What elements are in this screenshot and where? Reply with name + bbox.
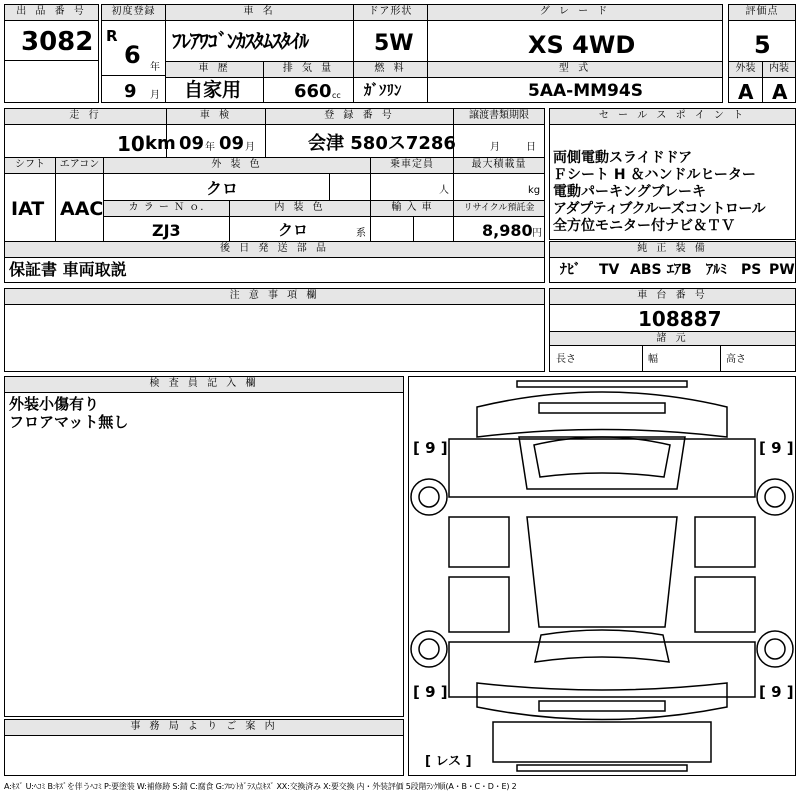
fuel-value: ｶﾞｿﾘﾝ	[364, 81, 402, 99]
recycle-cell	[453, 200, 545, 242]
tire-front-right: [ 9 ]	[759, 439, 794, 457]
door-cell	[353, 4, 428, 62]
color-label: 外 装 色	[104, 158, 370, 174]
grade-cell	[427, 4, 723, 62]
exterior-label: 外装	[729, 62, 762, 78]
interior-value: A	[772, 80, 788, 104]
load-cell	[453, 157, 545, 201]
inspection-month-unit: 月	[245, 142, 255, 153]
aircon-value: AAC	[60, 198, 104, 220]
lot-cell	[4, 4, 99, 61]
spec-label: 諸 元	[550, 331, 795, 346]
sales-points-label: セ ー ル ス ポ イ ン ト	[550, 109, 795, 125]
load-unit: kg	[528, 185, 541, 196]
car-diagram-cell	[408, 376, 796, 776]
inspector-note: フロアマット無し	[9, 413, 129, 431]
color-value: クロ	[206, 179, 239, 198]
sales-point: 両側電動スライドドア	[553, 150, 693, 166]
transfer-month-unit: 月	[490, 142, 500, 153]
reg-month: 9	[124, 81, 137, 102]
reg-number-label: 登 録 番 号	[266, 109, 453, 125]
genuine-item: TV	[599, 262, 620, 278]
divider	[329, 174, 330, 200]
divider	[102, 75, 165, 76]
door-value: 5W	[374, 31, 414, 56]
genuine-item: PW	[769, 262, 795, 278]
exterior-cell	[728, 61, 763, 103]
car-name-cell	[165, 4, 354, 62]
era: R	[106, 27, 118, 45]
sales-point: Ｆシート H ＆ハンドルヒーター	[553, 167, 756, 183]
reg-year: 6	[124, 41, 141, 69]
height-label: 高さ	[726, 354, 746, 365]
tire-rear-right: [ 9 ]	[759, 683, 794, 701]
lot-label: 出 品 番 号	[5, 5, 98, 21]
displacement-value: 660	[294, 81, 332, 102]
shift-cell	[4, 157, 56, 242]
tire-rear-left: [ 9 ]	[413, 683, 448, 701]
fuel-label: 燃 料	[354, 62, 427, 78]
capacity-cell	[370, 157, 454, 201]
sales-point: アダプティブクルーズコントロール	[553, 201, 766, 217]
color-no-label: カ ラ ー Ｎ ｏ.	[104, 201, 229, 217]
interior-cell	[762, 61, 796, 103]
legend: A:ｷｽﾞ U:ﾍｺﾐ B:ｷｽﾞを伴うﾍｺﾐ P:要塗装 W:補修跡 S:錆 C:腐食 G:ﾌﾛﾝﾄｶﾞﾗｽ点ｷｽﾞ XX:交換済み X:要交換 内・外装評価 5段階ﾗﾝｸ順(A・B・C・D・E) 2	[4, 782, 517, 791]
model-label: 型 式	[428, 62, 722, 78]
capacity-unit: 人	[439, 185, 449, 196]
score-value: 5	[754, 31, 771, 59]
displacement-label: 排 気 量	[264, 62, 353, 78]
first-reg-cell	[101, 4, 166, 103]
capacity-label: 乗車定員	[371, 158, 453, 174]
spare-tire: [ レス ]	[425, 754, 472, 769]
accessories-value: 保証書 車両取説	[9, 260, 127, 279]
import-label: 輸 入 車	[371, 201, 453, 217]
lot-number: 3082	[21, 27, 94, 57]
accessories-label: 後 日 発 送 部 品	[5, 242, 544, 258]
exterior-value: A	[738, 80, 754, 104]
car-diagram	[409, 377, 795, 775]
recycle-value: 8,980	[482, 221, 533, 240]
history-value: 自家用	[184, 79, 242, 101]
mileage-label: 走 行	[5, 109, 166, 125]
history-cell	[165, 61, 264, 103]
genuine-item: ABS	[630, 262, 662, 278]
interior-color-unit: 系	[356, 228, 366, 239]
displacement-unit: cc	[332, 91, 341, 100]
color-no-value: ZJ3	[152, 221, 181, 240]
fuel-cell	[353, 61, 428, 103]
reg-number-value: 会津 580ス7286	[308, 133, 456, 154]
year-unit: 年	[150, 62, 160, 73]
first-reg-label: 初度登録	[102, 5, 165, 21]
color-no-cell	[103, 200, 230, 242]
genuine-item: PS	[741, 262, 762, 278]
car-name: ﾌﾚｱﾜｺﾞﾝｶｽﾀﾑｽﾀｲﾙ	[172, 29, 308, 53]
chassis-cell	[549, 288, 796, 372]
aircon-label: エアコン	[56, 158, 103, 174]
inspection-year-unit: 年	[205, 142, 215, 153]
genuine-item: ｱﾙﾐ	[706, 262, 727, 278]
inspector-note: 外装小傷有り	[9, 395, 100, 413]
genuine-cell	[549, 241, 796, 283]
sales-point: 全方位モニター付ナビ＆ＴＶ	[553, 218, 735, 234]
history-label: 車 歴	[166, 62, 263, 78]
inspection-cell	[166, 108, 266, 158]
genuine-item: ｴｱB	[667, 262, 692, 278]
displacement-cell	[263, 61, 354, 103]
inspector-label: 検 査 員 記 入 欄	[5, 377, 403, 393]
shift-value: IAT	[11, 198, 45, 220]
mileage-value: 10	[117, 132, 145, 156]
width-label: 幅	[648, 354, 658, 365]
score-cell	[728, 4, 796, 62]
recycle-unit: 円	[532, 228, 542, 239]
interior-label: 内装	[763, 62, 795, 78]
model-cell	[427, 61, 723, 103]
office-label: 事 務 局 よ り ご 案 内	[5, 720, 403, 736]
door-label: ドア形状	[354, 5, 427, 21]
transfer-day-unit: 日	[526, 142, 536, 153]
interior-color-value: クロ	[278, 221, 309, 239]
load-label: 最大積載量	[454, 158, 544, 174]
genuine-item: ﾅﾋﾞ	[560, 262, 581, 278]
notes-cell	[4, 288, 545, 372]
grade-label: グ レ ー ド	[428, 5, 722, 21]
reg-number-cell	[265, 108, 454, 158]
accessories-cell	[4, 241, 545, 283]
car-name-label: 車 名	[166, 5, 353, 21]
divider	[720, 346, 721, 371]
color-cell	[103, 157, 371, 201]
divider	[413, 217, 414, 241]
inspection-month: 09	[219, 133, 245, 154]
lot-blank-cell	[4, 60, 99, 103]
shift-label: シフト	[5, 158, 55, 174]
grade-value: XS 4WD	[528, 31, 636, 59]
inspection-label: 車 検	[167, 109, 265, 125]
recycle-label: リサイクル預託金	[454, 201, 544, 217]
inspector-cell	[4, 376, 404, 717]
interior-color-label: 内 装 色	[230, 201, 370, 217]
import-cell	[370, 200, 454, 242]
month-unit: 月	[150, 90, 160, 101]
score-label: 評価点	[729, 5, 795, 21]
transfer-cell	[453, 108, 545, 158]
tire-front-left: [ 9 ]	[413, 439, 448, 457]
genuine-label: 純 正 装 備	[550, 242, 795, 258]
office-cell	[4, 719, 404, 776]
notes-label: 注 意 事 項 欄	[5, 289, 544, 305]
chassis-value: 108887	[638, 307, 722, 331]
sales-points-cell	[549, 108, 796, 240]
mileage-unit: km	[145, 133, 176, 154]
divider	[642, 346, 643, 371]
inspection-year: 09	[179, 133, 205, 154]
chassis-label: 車 台 番 号	[550, 289, 795, 305]
interior-color-cell	[229, 200, 371, 242]
aircon-cell	[55, 157, 104, 242]
mileage-cell	[4, 108, 176, 158]
sales-point: 電動パーキングブレーキ	[553, 184, 707, 200]
model-value: 5AA-MM94S	[528, 81, 643, 101]
transfer-label: 譲渡書類期限	[454, 109, 544, 125]
length-label: 長さ	[556, 354, 576, 365]
